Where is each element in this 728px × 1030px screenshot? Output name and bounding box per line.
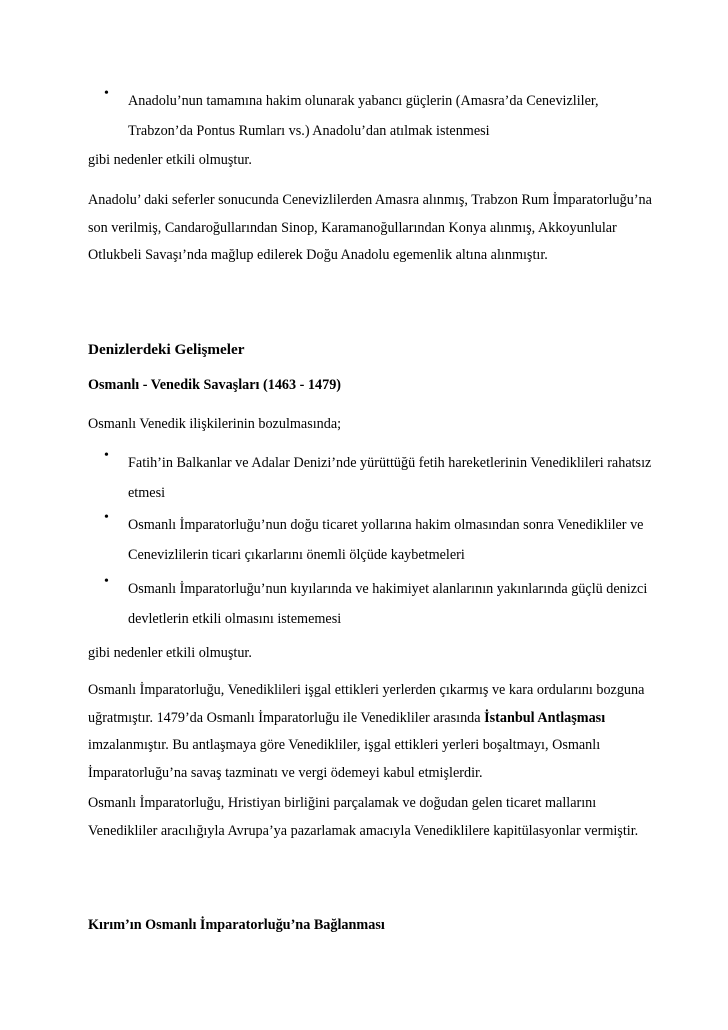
paragraph	[88, 677, 668, 787]
paragraph: gibi nedenler etkili olmuştur.	[88, 645, 252, 661]
list-item	[96, 510, 656, 570]
list-item	[96, 574, 656, 634]
bullet-icon: •	[104, 510, 109, 525]
paragraph: Osmanlı Venedik ilişkilerinin bozulmasında;	[88, 416, 342, 432]
section-heading: Denizlerdeki Gelişmeler	[88, 341, 245, 358]
list-item-text: Anadolu’nun tamamına hakim olunarak yabancı güçlerin (Amasra’da Cenevizliler, Trabzon’da Pontus Rumları vs.) Anadolu’dan atılmak istenmesi	[128, 93, 599, 139]
bullet-icon: •	[104, 448, 109, 463]
subsection-heading: Osmanlı - Venedik Savaşları (1463 - 1479)	[88, 377, 342, 393]
bullet-icon: •	[104, 574, 109, 589]
list-item	[96, 86, 656, 146]
paragraph-text: imzalanmıştır. Bu antlaşmaya göre Venedikliler, işgal ettikleri yerleri boşaltmayı, Osmanlı İmparatorluğu’na savaş tazminatı ve vergi ödemeyi kabul etmişlerdir.	[88, 737, 601, 781]
list-item-text: Fatih’in Balkanlar ve Adalar Denizi’nde yürüttüğü fetih hareketlerinin Venediklileri rahatsız etmesi	[128, 455, 652, 501]
bullet-icon: •	[104, 86, 109, 101]
paragraph-text: Osmanlı İmparatorluğu, Venediklileri işgal ettikleri yerlerden çıkarmış ve kara ordularını bozguna uğratmıştır. 1479’da Osmanlı İmparatorluğu ile Venedikliler arasında	[88, 682, 645, 726]
list-item	[96, 448, 656, 508]
paragraph: Osmanlı İmparatorluğu, Hristiyan birliğini parçalamak ve doğudan gelen ticaret mallarını Venedikliler aracılığıyla Avrupa’ya pazarlamak amacıyla Venediklilere kapitülasyonlar vermiştir.	[88, 795, 639, 839]
treaty-name: İstanbul Antlaşması	[484, 709, 606, 726]
list-item-text: Osmanlı İmparatorluğu’nun kıyılarında ve hakimiyet alanlarının yakınlarında güçlü denizci devletlerin etkili olmasını istememesi	[128, 581, 648, 627]
paragraph: gibi nedenler etkili olmuştur.	[88, 152, 252, 168]
list-item-text: Osmanlı İmparatorluğu’nun doğu ticaret yollarına hakim olmasından sonra Venedikliler ve Cenevizlilerin ticari çıkarlarını önemli ölçüde kaybetmeleri	[128, 517, 644, 563]
subsection-heading: Kırım’ın Osmanlı İmparatorluğu’na Bağlanması	[88, 917, 385, 933]
paragraph: Anadolu’ daki seferler sonucunda Cenevizlilerden Amasra alınmış, Trabzon Rum İmparatorluğu’na son verilmiş, Candaroğullarından Sinop, Karamanoğullarından Konya alınmış, Akkoyunlular Otlukbeli Savaşı’nda mağlup edilerek Doğu Anadolu egemenlik altına alınmıştır.	[88, 192, 652, 263]
